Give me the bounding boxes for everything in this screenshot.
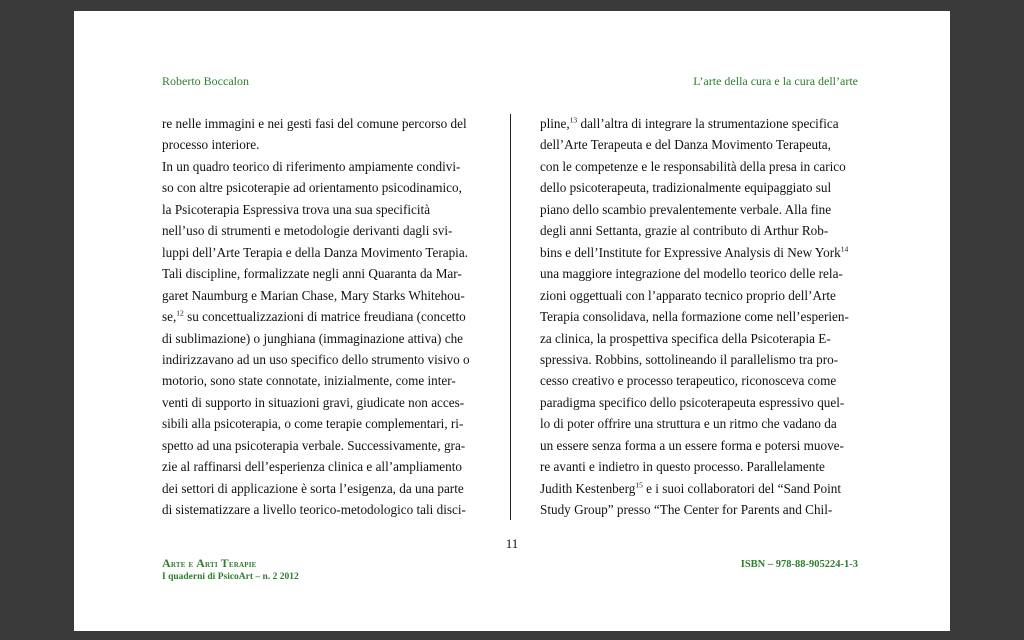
text-line: dei settori di applicazione è sorta l’esigenza, da una parte [162, 480, 464, 496]
series-word: rte e [170, 559, 197, 570]
footer-series [162, 556, 299, 582]
text-line: sibili alla psicoterapia, o come terapie complementari, ri- [162, 416, 464, 432]
text-line: zie al raffinarsi dell’esperienza clinica e all’ampliamento [162, 459, 462, 475]
text-line: re avanti e indietro in questo processo. Parallelamente [540, 459, 825, 475]
text-line: spetto ad una psicoterapia verbale. Successivamente, gra- [162, 437, 466, 453]
right-text-column [540, 113, 862, 521]
text-line: venti di supporto in situazioni gravi, giudicate non acces- [162, 394, 465, 410]
text-line: dello psicoterapeuta, tradizionalmente equipaggiato sul [540, 180, 832, 196]
document-page [74, 11, 950, 631]
footnote-ref: 13 [569, 115, 578, 125]
footnote-ref: 12 [176, 308, 184, 318]
text-fragment: dall’altra di integrare la strumentazione specifica [577, 116, 839, 131]
text-line: processo interiore. [162, 137, 260, 153]
text-line: dell’Arte Terapeuta e del Danza Movimento Terapeuta, [540, 137, 831, 153]
text-line: indirizzavano ad un uso specifico dello strumento visivo o [162, 351, 470, 367]
column-divider [510, 114, 511, 520]
text-line: con le competenze e le responsabilità della presa in carico [540, 158, 846, 174]
text-line: motorio, sono state connotate, inizialmente, come inter- [162, 373, 456, 389]
text-fragment: pline, [540, 116, 570, 131]
series-initial: A [196, 556, 206, 570]
text-fragment: Judith Kestenberg [540, 480, 636, 496]
text-line: re nelle immagini e nei gesti fasi del comune percorso del [162, 116, 467, 131]
text-line: Tali discipline, formalizzate negli anni Quaranta da Mar- [162, 266, 462, 282]
text-fragment: su concettualizzazioni di matrice freudiana (concetto [183, 309, 466, 325]
text-line: Terapia consolidava, nella formazione come nell’esperien- [540, 309, 849, 325]
page-number: 11 [505, 536, 519, 551]
series-initial: A [162, 556, 171, 570]
series-subtitle: I quaderni di PsicoArt – n. 2 2012 [162, 572, 299, 582]
text-fragment: se, [162, 309, 177, 325]
series-initial: T [220, 556, 229, 570]
text-line [540, 478, 862, 499]
text-fragment: e i suoi collaboratori del “Sand Point [642, 480, 842, 496]
text-line: cesso creativo e processo terapeutico, riconosceva come [540, 373, 837, 389]
text-line: degli anni Settanta, grazie al contributo di Arthur Rob- [540, 223, 829, 239]
text-line: In un quadro teorico di riferimento ampiamente condivi- [162, 158, 461, 174]
text-line [540, 113, 862, 134]
running-head-author: Roberto Boccalon [162, 74, 249, 88]
text-line: Study Group” presso “The Center for Parents and Chil- [540, 502, 833, 518]
text-line [162, 306, 484, 327]
text-line: la Psicoterapia Espressiva trova una sua specificità [162, 201, 431, 217]
text-line: garet Naumburg e Marian Chase, Mary Starks Whitehou- [162, 287, 465, 303]
text-line: lo di poter offrire una struttura e un ritmo che vadano da [540, 416, 837, 432]
text-line: so con altre psicoterapie ad orientamento psicodinamico, [162, 180, 462, 196]
left-text-column [162, 113, 484, 521]
series-title [162, 556, 299, 571]
text-line: di sublimazione) o junghiana (immaginazione attiva) che [162, 330, 464, 346]
footnote-ref: 15 [635, 480, 643, 490]
text-line: paradigma specifico dello psicoterapeuta espressivo quel- [540, 394, 845, 410]
text-line: za clinica, la prospettiva specifica della Psicoterapia E- [540, 330, 831, 346]
text-line: luppi dell’Arte Terapia e della Danza Movimento Terapia. [162, 244, 468, 260]
text-line: piano dello scambio prevalentemente verbale. Alla fine [540, 201, 832, 217]
text-fragment: bins e dell’Institute for Expressive Analysis di New York [540, 244, 841, 260]
text-line: di sistematizzare a livello teorico-metodologico tali disci- [162, 502, 466, 518]
text-line [540, 242, 862, 263]
text-line: nell’uso di strumenti e metodologie derivanti dagli svi- [162, 223, 453, 239]
text-line: spressiva. Robbins, sottolineando il parallelismo tra pro- [540, 351, 839, 367]
series-word: erapie [228, 559, 257, 570]
text-line: una maggiore integrazione del modello teorico delle rela- [540, 266, 843, 282]
running-head-title: L’arte della cura e la cura dell’arte [693, 74, 858, 88]
text-line: un essere senza forma a un essere forma e potersi muove- [540, 437, 844, 453]
text-line: zioni oggettuali con l’apparato tecnico proprio dell’Arte [540, 287, 836, 303]
isbn-label: ISBN – 978-88-905224-1-3 [740, 559, 858, 570]
series-word: rti [205, 559, 221, 570]
footnote-ref: 14 [840, 244, 849, 254]
